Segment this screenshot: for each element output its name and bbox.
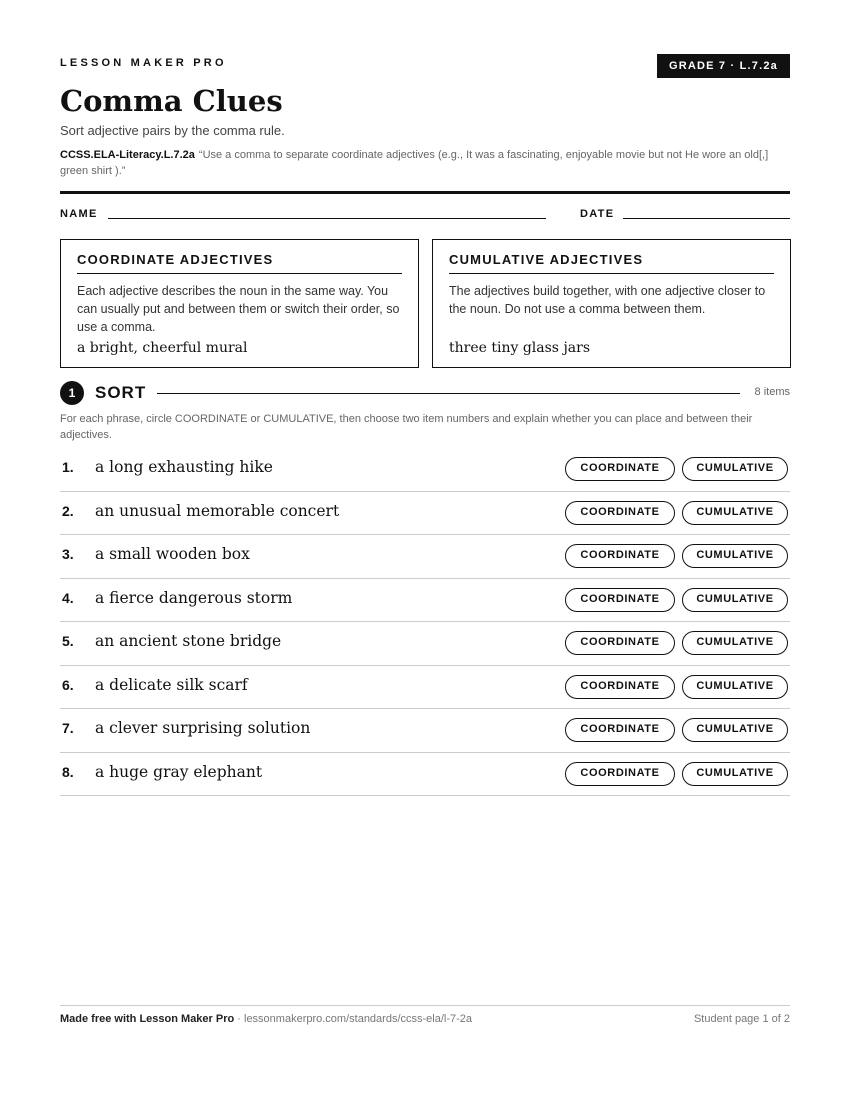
worksheet-title: Comma Clues [60, 84, 283, 118]
list-item [60, 579, 790, 623]
section-rule [157, 393, 740, 394]
cumulative-option[interactable]: CUMULATIVE [682, 457, 788, 481]
coordinate-option[interactable]: COORDINATE [565, 588, 675, 612]
footer-made-with: Made free with Lesson Maker Pro [60, 1013, 235, 1025]
cumulative-example: three tiny glass jars [449, 340, 591, 356]
standard-code: CCSS.ELA-Literacy.L.7.2a [60, 149, 195, 161]
item-number: 6. [62, 676, 74, 693]
item-number: 5. [62, 633, 74, 649]
section-title: SORT [95, 383, 147, 402]
footer-page-number: Student page 1 of 2 [693, 1013, 790, 1025]
item-count: 8 items [754, 386, 790, 398]
worksheet-subtitle: Sort adjective pairs by the comma rule. [60, 123, 285, 138]
sort-instructions: For each phrase, circle COORDINATE or CUMULATIVE, then choose two item numbers and explain whether you can place and between their adjectives. [60, 413, 753, 441]
item-phrase: a small wooden box [95, 545, 250, 563]
item-number: 7. [62, 720, 74, 736]
standard-text: “Use a comma to separate coordinate adjectives (e.g., It was a fascinating, enjoyable movie but not He wore an old[,] green shirt ).” [60, 149, 769, 177]
list-item [60, 448, 790, 492]
item-phrase: a delicate silk scarf [95, 675, 248, 694]
item-phrase: an unusual memorable concert [95, 501, 340, 520]
list-item [60, 492, 790, 536]
coordinate-body: Each adjective describes the noun in the same way. You can usually put and between them or switch their order, so use a comma. [77, 284, 400, 334]
name-label: NAME [60, 208, 98, 220]
top-bar [60, 54, 790, 78]
item-phrase: an ancient stone bridge [95, 632, 282, 650]
cumulative-option[interactable]: CUMULATIVE [682, 588, 788, 612]
item-list [60, 448, 790, 796]
coordinate-option[interactable]: COORDINATE [565, 718, 675, 742]
coordinate-definition-box [60, 239, 419, 368]
list-item [60, 535, 790, 579]
cumulative-definition-box [432, 239, 791, 368]
list-item [60, 666, 790, 710]
cumulative-option[interactable]: CUMULATIVE [682, 762, 788, 786]
item-number: 8. [62, 763, 74, 780]
brand-name: LESSON MAKER PRO [60, 57, 227, 69]
item-phrase: a huge gray elephant [95, 762, 263, 781]
item-number: 3. [62, 546, 74, 562]
item-phrase: a fierce dangerous storm [95, 588, 293, 607]
item-number: 4. [62, 589, 74, 606]
date-label: DATE [580, 208, 615, 220]
cumulative-option[interactable]: CUMULATIVE [682, 501, 788, 525]
cumulative-body: The adjectives build together, with one adjective closer to the noun. Do not use a comma between them. [449, 284, 766, 316]
cumulative-option[interactable]: CUMULATIVE [682, 631, 788, 655]
cumulative-option[interactable]: CUMULATIVE [682, 544, 788, 568]
standard-reference [60, 147, 790, 179]
list-item [60, 622, 790, 666]
page-footer [60, 1005, 790, 1025]
item-number: 2. [62, 502, 74, 519]
coordinate-option[interactable]: COORDINATE [565, 501, 675, 525]
footer-url[interactable]: · lessonmakerpro.com/standards/ccss-ela/l-7-2a [234, 1013, 473, 1025]
coordinate-option[interactable]: COORDINATE [565, 544, 675, 568]
cumulative-heading: CUMULATIVE ADJECTIVES [449, 240, 774, 274]
date-field[interactable] [623, 218, 790, 219]
coordinate-heading: COORDINATE ADJECTIVES [77, 240, 402, 274]
coordinate-option[interactable]: COORDINATE [565, 762, 675, 786]
item-phrase: a long exhausting hike [95, 458, 273, 476]
grade-badge: GRADE 7 · L.7.2a [657, 54, 790, 78]
sort-section-header [60, 381, 790, 405]
coordinate-option[interactable]: COORDINATE [565, 631, 675, 655]
list-item [60, 753, 790, 797]
cumulative-option[interactable]: CUMULATIVE [682, 675, 788, 699]
coordinate-option[interactable]: COORDINATE [565, 457, 675, 481]
coordinate-option[interactable]: COORDINATE [565, 675, 675, 699]
item-number: 1. [62, 459, 74, 475]
cumulative-option[interactable]: CUMULATIVE [682, 718, 788, 742]
list-item [60, 709, 790, 753]
name-field[interactable] [108, 218, 546, 219]
section-number-badge: 1 [60, 381, 84, 405]
coordinate-example: a bright, cheerful mural [77, 340, 248, 356]
name-date-row [60, 207, 790, 223]
item-phrase: a clever surprising solution [95, 719, 311, 737]
header-divider [60, 191, 790, 194]
